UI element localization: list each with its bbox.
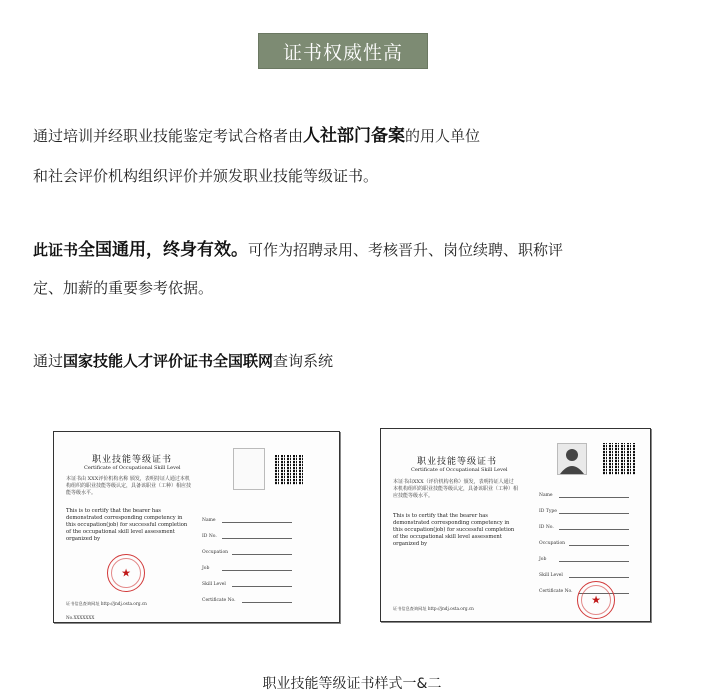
cert1-field-occupation: Occupation [202,550,229,555]
cert2-photo-box [557,443,587,475]
certificate-sample-1 [53,431,340,623]
cert2-field-id: ID No. [539,525,554,530]
cert1-field-line [222,522,292,523]
cert1-photo-box [233,448,265,490]
star-icon: ★ [121,566,131,580]
certificate-caption: 职业技能等级证书样式一&二 [262,676,442,692]
cert2-field-job: Job [539,557,547,562]
cert2-field-name: Name [539,493,553,498]
p1-text-before: 通过培训并经职业技能鉴定考试合格者由 [33,127,304,145]
paragraph-1-line-1 [33,127,480,145]
cert1-field-job: Job [202,566,210,571]
cert1-red-seal [107,554,145,592]
certificate-sample-2 [380,428,651,622]
cert2-field-line [559,513,629,514]
paragraph-2-line-2: 定、加薪的重要参考依据。 [33,279,214,297]
cert1-field-line [222,538,292,539]
cert1-field-level: Skill Level [202,582,226,587]
avatar-icon [558,444,586,474]
cert1-title: 职业技能等级证书 [92,455,173,465]
cert1-field-line [232,554,292,555]
cert2-qr-code [603,443,635,475]
cert2-subtitle: Certificate of Occupational Skill Level [411,467,508,473]
cert2-field-line [559,561,629,562]
p3-text-after: 查询系统 [273,352,334,370]
cert1-field-id: ID No. [202,534,217,539]
cert1-field-name: Name [202,518,216,523]
p3-text-before: 通过 [33,352,64,370]
cert2-field-id-type: ID Type [539,509,557,514]
cert2-title: 职业技能等级证书 [417,457,498,467]
star-icon: ★ [591,593,601,607]
p3-bold: 国家技能人才评价证书全国联网 [63,352,274,370]
cert1-footer-number: No.XXXXXXX [66,615,95,620]
paragraph-2-line-1 [33,241,563,259]
cert1-field-line [232,586,292,587]
p1-text-after: 的用人单位 [405,127,481,145]
cert2-english-body: This is to certify that the bearer has demonstrated corresponding competency in this occupation(job) for successful completion of the occupational skill level assessment organized by [393,513,515,547]
cert2-field-line [569,545,629,546]
cert2-field-line [569,577,629,578]
cert1-footer-url: 证书信息查询网址 http://jndj.osta.org.cn [66,601,147,606]
cert2-field-cert-no: Certificate No. [539,589,573,594]
banner-title: 证书权威性高 [258,33,428,69]
p1-bold: 人社部门备案 [303,126,406,146]
cert1-field-line [242,602,292,603]
cert2-field-line [559,529,629,530]
p2-text-after: 可作为招聘录用、考核晋升、岗位续聘、职称评 [248,241,564,259]
cert1-english-body: This is to certify that the bearer has demonstrated corresponding competency in this occupation(job) for successful completion of the occupational skill level assessment organized by [66,508,188,542]
cert2-field-level: Skill Level [539,573,563,578]
cert1-field-line [222,570,292,571]
p2-bold-b: 全国通用，终身有效。 [78,240,249,260]
cert1-subtitle: Certificate of Occupational Skill Level [84,465,181,471]
cert2-footer-url: 证书信息查询网址 http://jndj.osta.org.cn [393,606,474,611]
p2-bold-a: 此证书 [33,241,79,259]
paragraph-1-line-2: 和社会评价机构组织评价并颁发职业技能等级证书。 [33,167,379,185]
cert1-field-cert-no: Certificate No. [202,598,236,603]
cert2-field-line [559,497,629,498]
cert2-field-occupation: Occupation [539,541,566,546]
cert1-chinese-body: 本证书由 XXX评价机构名称 颁发，表明持证人通过本机构组织的职业技能等级认定，具备该职业（工种）相应技能等级水平。 [66,476,192,496]
paragraph-3 [33,352,333,370]
cert2-chinese-body: 本证书由XXX（评价机构名称）颁发，表明持证人通过本机构组织的职业技能等级认定，具备该职业（工种）相应技能等级水平。 [393,479,519,499]
cert2-red-seal [577,581,615,619]
cert1-qr-code [275,455,305,485]
